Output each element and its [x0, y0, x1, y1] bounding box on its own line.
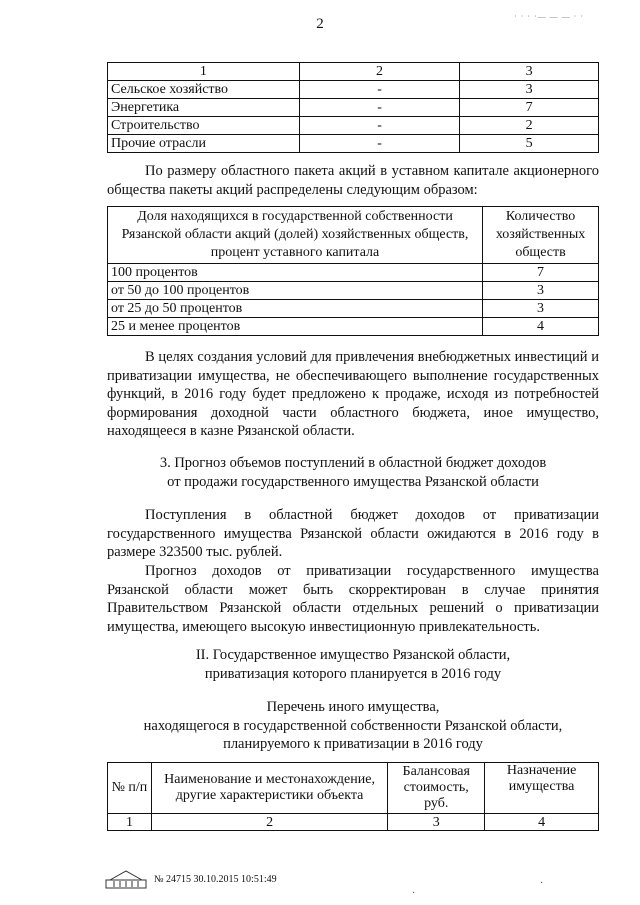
paragraph-investments: В целях создания условий для привлечения внебюджетных инвестиций и приватизации имущества, не обеспечивающего выполнение государственных функций, в 2016 году будет предложено к продаже, исходя из потребностей формирования доходной части областного бюджета, иное имущество, находящееся в казне Рязанской области.: [107, 349, 599, 439]
paragraph-forecast: Прогноз доходов от приватизации государственного имущества Рязанской области может быть скорректирован в случае принятия Правительством Рязанской области отдельных решений о приватизации имущества, имеющего высокую инвестиционную привлекательность.: [107, 563, 599, 635]
table-cell: -: [299, 81, 460, 99]
table-row: [108, 763, 599, 814]
table-cell: 7: [460, 99, 599, 117]
page-number: 2: [316, 16, 324, 32]
table-cell: 100 процентов: [108, 264, 483, 282]
table-cell: Сельское хозяйство: [108, 81, 300, 99]
table-header-cell: № п/п: [108, 763, 152, 814]
table-row: [108, 63, 599, 81]
table-header-cell: Назначение имущества: [485, 763, 599, 814]
document-reference: № 24715 30.10.2015 10:51:49: [154, 873, 277, 885]
table-header-cell: Количество хозяйственных обществ: [483, 207, 599, 264]
table-row: [108, 282, 599, 300]
building-stamp-icon: [104, 868, 148, 890]
table-row: [108, 814, 599, 831]
table-cell: 4: [483, 318, 599, 336]
list-title-line3: планируемого к приватизации в 2016 году: [223, 736, 483, 752]
section-3-line1: 3. Прогноз объемов поступлений в областной бюджет доходов: [159, 455, 547, 471]
table-row: [108, 117, 599, 135]
table-cell: 3: [483, 300, 599, 318]
table-cell: от 25 до 50 процентов: [108, 300, 483, 318]
table-cell: Энергетика: [108, 99, 300, 117]
section-ii-heading: [107, 646, 599, 683]
table-row: [108, 318, 599, 336]
table-row: [108, 81, 599, 99]
table-cell: 3: [460, 81, 599, 99]
table-header-cell: Балансовая стоимость, руб.: [388, 763, 485, 814]
table-row: [108, 99, 599, 117]
table-cell: 3: [388, 814, 485, 831]
table-cell: -: [299, 99, 460, 117]
table-cell: 2: [151, 814, 387, 831]
table-header-cell: 3: [460, 63, 599, 81]
property-table: [107, 762, 599, 831]
scan-artifact: ·: [412, 888, 416, 899]
scan-artifact: ·: [540, 878, 544, 889]
scan-mark: · · · ·— — — · ·: [514, 12, 584, 21]
table-cell: 2: [460, 117, 599, 135]
table-cell: 25 и менее процентов: [108, 318, 483, 336]
footer: [104, 868, 277, 890]
section-3-line2: от продажи государственного имущества Рязанской области: [167, 473, 539, 490]
table-header-cell: Доля находящихся в государственной собственности Рязанской области акций (долей) хозяйственных обществ, процент уставного капитала: [108, 207, 483, 264]
list-title-line2: находящегося в государственной собственности Рязанской области,: [143, 717, 563, 734]
table-row: [108, 207, 599, 264]
paragraph-revenues: Поступления в областной бюджет доходов от приватизации государственного имущества Рязанской области ожидаются в 2016 году в размере 323500 тыс. рублей.: [107, 507, 599, 560]
section-3-heading: [107, 454, 599, 491]
table-header-cell: Наименование и местонахождение, другие характеристики объекта: [151, 763, 387, 814]
industry-table: [107, 62, 599, 153]
list-title: [107, 698, 599, 754]
section-ii-line2: приватизация которого планируется в 2016 году: [204, 665, 502, 682]
table-row: [108, 135, 599, 153]
list-title-line1: Перечень иного имущества,: [266, 699, 440, 715]
table-cell: 3: [483, 282, 599, 300]
table-cell: -: [299, 117, 460, 135]
table-cell: Прочие отрасли: [108, 135, 300, 153]
table-header-cell: 1: [108, 63, 300, 81]
table-cell: Строительство: [108, 117, 300, 135]
table-cell: 4: [485, 814, 599, 831]
section-ii-line1: II. Государственное имущество Рязанской области,: [195, 647, 511, 663]
table-cell: 7: [483, 264, 599, 282]
table-header-cell: 2: [299, 63, 460, 81]
table-cell: от 50 до 100 процентов: [108, 282, 483, 300]
shares-table: [107, 206, 599, 336]
table-cell: -: [299, 135, 460, 153]
table-row: [108, 264, 599, 282]
paragraph-shares: По размеру областного пакета акций в уставном капитале акционерного общества пакеты акций распределены следующим образом:: [107, 163, 599, 198]
table-cell: 1: [108, 814, 152, 831]
table-cell: 5: [460, 135, 599, 153]
table-row: [108, 300, 599, 318]
